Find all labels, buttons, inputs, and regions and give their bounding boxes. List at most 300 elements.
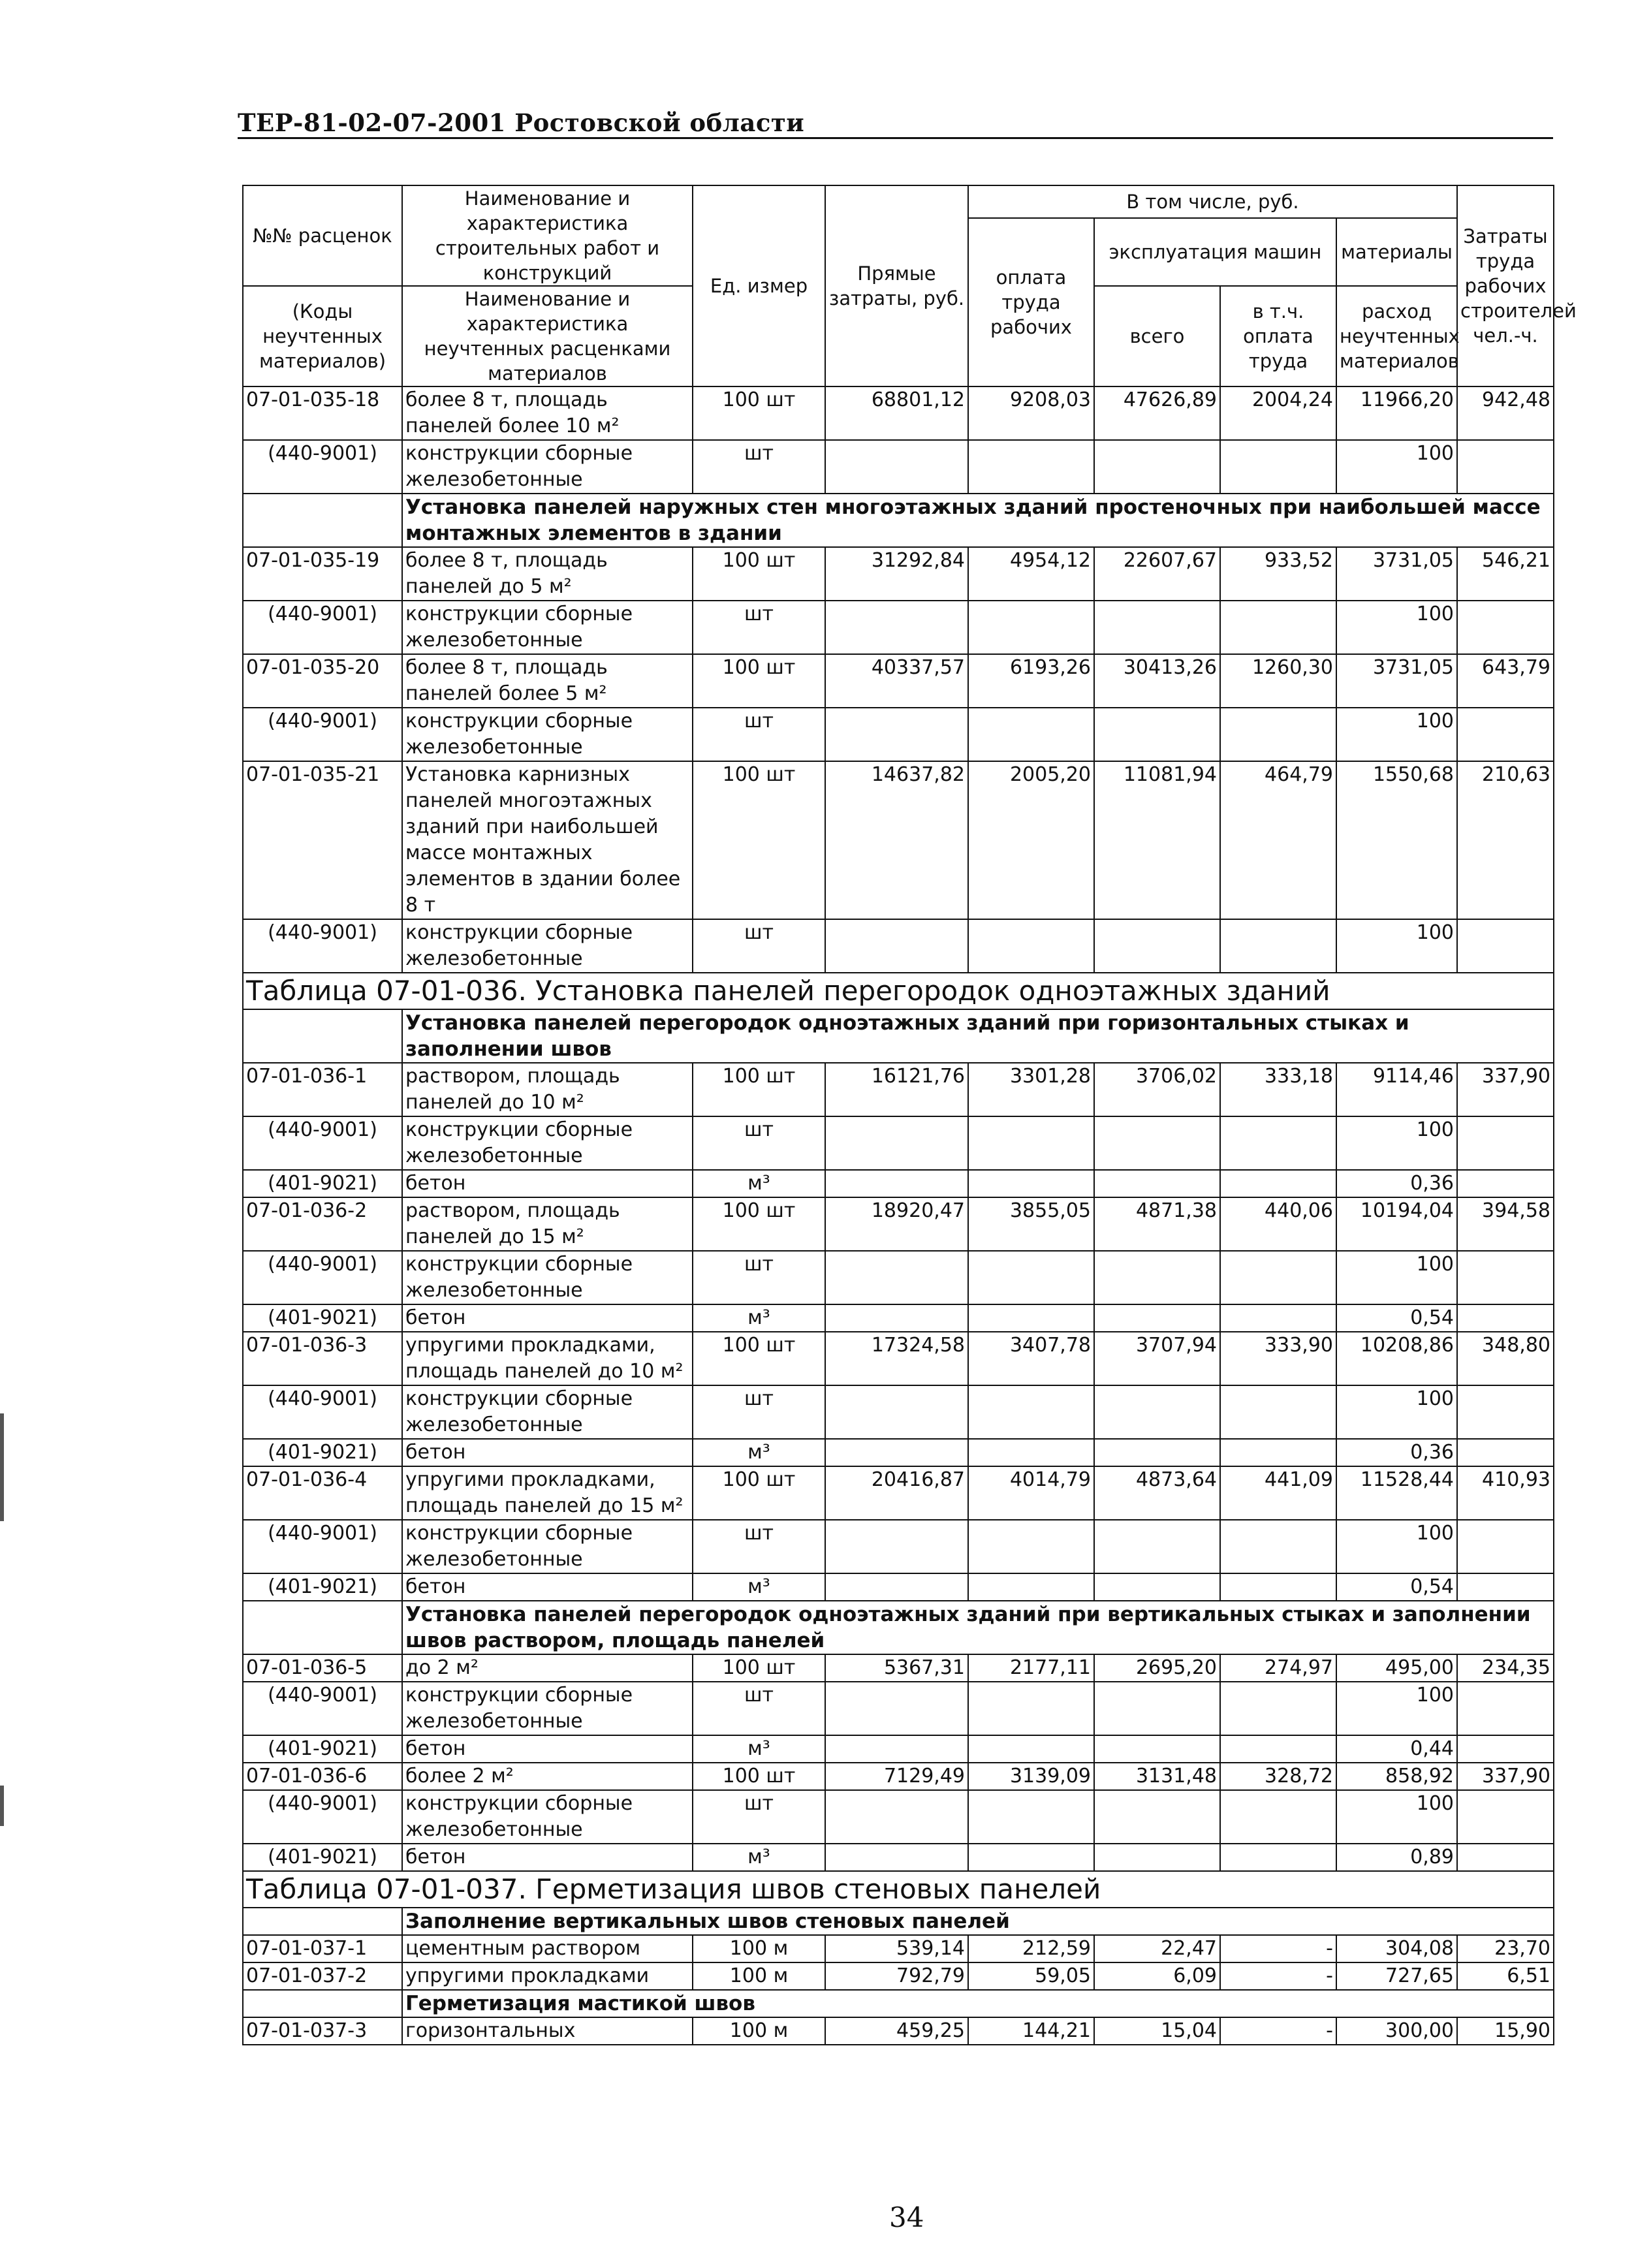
labor-pay: 2177,11 — [968, 1654, 1094, 1682]
labor-hours — [1457, 1682, 1554, 1735]
unit: м³ — [693, 1170, 825, 1197]
scan-mark — [0, 1786, 4, 1826]
section-heading: Герметизация мастикой швов — [402, 1990, 1554, 2017]
rate-row — [243, 654, 1554, 708]
machines-labor-pay — [1220, 1439, 1336, 1466]
labor-hours — [1457, 440, 1554, 494]
unit: 100 м — [693, 2017, 825, 2045]
direct-costs: 16121,76 — [825, 1063, 968, 1116]
unit: 100 шт — [693, 1063, 825, 1116]
machines-labor-pay — [1220, 1170, 1336, 1197]
work-name: конструкции сборные железобетонные — [402, 1385, 693, 1439]
work-name: до 2 м² — [402, 1654, 693, 1682]
materials-cost: 0,89 — [1336, 1844, 1457, 1871]
materials-cost: 858,92 — [1336, 1763, 1457, 1790]
direct-costs — [825, 1520, 968, 1573]
rate-code: (440-9001) — [243, 1682, 402, 1735]
col-header-labor-costs: Затраты труда рабочих строителей чел.-ч. — [1457, 185, 1554, 386]
machines-total: 3131,48 — [1094, 1763, 1220, 1790]
labor-hours — [1457, 1304, 1554, 1332]
unit: 100 м — [693, 1935, 825, 1962]
material-row — [243, 919, 1554, 973]
labor-hours — [1457, 1520, 1554, 1573]
header-rule — [238, 137, 1553, 139]
page-header: ТЕР-81-02-07-2001 Ростовской области — [238, 108, 805, 137]
section-code-cell — [243, 494, 402, 547]
work-name: Установка карнизных панелей многоэтажных зданий при наибольшей массе монтажных элементов в здании более 8 т — [402, 761, 693, 919]
section-code-cell — [243, 1601, 402, 1654]
work-name: конструкции сборные железобетонные — [402, 440, 693, 494]
section-code-cell — [243, 1990, 402, 2017]
materials-cost: 0,54 — [1336, 1304, 1457, 1332]
material-row — [243, 708, 1554, 761]
direct-costs — [825, 601, 968, 654]
labor-hours — [1457, 601, 1554, 654]
unit: шт — [693, 919, 825, 973]
material-row — [243, 1520, 1554, 1573]
labor-hours: 394,58 — [1457, 1197, 1554, 1251]
machines-labor-pay: 333,90 — [1220, 1332, 1336, 1385]
machines-labor-pay: 464,79 — [1220, 761, 1336, 919]
material-row — [243, 1251, 1554, 1304]
rate-row — [243, 1935, 1554, 1962]
machines-labor-pay — [1220, 1304, 1336, 1332]
col-header-direct-costs: Прямые затраты, руб. — [825, 185, 968, 386]
direct-costs — [825, 440, 968, 494]
machines-labor-pay: 274,97 — [1220, 1654, 1336, 1682]
labor-hours: 942,48 — [1457, 386, 1554, 440]
labor-hours — [1457, 1170, 1554, 1197]
materials-cost: 11528,44 — [1336, 1466, 1457, 1520]
section-heading: Установка панелей перегородок одноэтажных зданий при вертикальных стыках и заполнении швов раствором, площадь панелей — [402, 1601, 1554, 1654]
labor-pay — [968, 1170, 1094, 1197]
unit: м³ — [693, 1844, 825, 1871]
materials-cost: 100 — [1336, 919, 1457, 973]
material-row — [243, 1385, 1554, 1439]
labor-pay — [968, 440, 1094, 494]
rate-row — [243, 386, 1554, 440]
direct-costs: 20416,87 — [825, 1466, 968, 1520]
unit: шт — [693, 440, 825, 494]
col-header-machines: эксплуатация машин — [1094, 218, 1336, 286]
machines-total — [1094, 1385, 1220, 1439]
col-header-including: В том числе, руб. — [968, 185, 1457, 218]
material-row — [243, 1735, 1554, 1763]
machines-total — [1094, 1251, 1220, 1304]
machines-total: 15,04 — [1094, 2017, 1220, 2045]
machines-labor-pay — [1220, 708, 1336, 761]
scan-mark — [0, 1413, 4, 1521]
rate-row — [243, 1962, 1554, 1990]
rate-code: 07-01-036-1 — [243, 1063, 402, 1116]
machines-labor-pay — [1220, 1735, 1336, 1763]
materials-cost: 100 — [1336, 1790, 1457, 1844]
machines-labor-pay — [1220, 919, 1336, 973]
machines-total — [1094, 708, 1220, 761]
rate-code: 07-01-036-5 — [243, 1654, 402, 1682]
rate-code: 07-01-035-20 — [243, 654, 402, 708]
unit: шт — [693, 1251, 825, 1304]
work-name: бетон — [402, 1735, 693, 1763]
col-header-unit: Ед. измер — [693, 185, 825, 386]
work-name: бетон — [402, 1573, 693, 1601]
labor-pay — [968, 708, 1094, 761]
material-row — [243, 1439, 1554, 1466]
materials-cost: 100 — [1336, 440, 1457, 494]
rate-row — [243, 1654, 1554, 1682]
labor-hours: 6,51 — [1457, 1962, 1554, 1990]
col-header-name: Наименование и характеристика строительных работ и конструкций — [402, 185, 693, 286]
rate-row — [243, 1063, 1554, 1116]
materials-cost: 100 — [1336, 1251, 1457, 1304]
col-header-materials: материалы — [1336, 218, 1457, 286]
machines-labor-pay: - — [1220, 2017, 1336, 2045]
direct-costs: 459,25 — [825, 2017, 968, 2045]
direct-costs — [825, 1790, 968, 1844]
machines-total: 22607,67 — [1094, 547, 1220, 601]
labor-hours: 15,90 — [1457, 2017, 1554, 2045]
labor-hours — [1457, 1385, 1554, 1439]
rate-code: (401-9021) — [243, 1735, 402, 1763]
machines-labor-pay: 1260,30 — [1220, 654, 1336, 708]
direct-costs: 18920,47 — [825, 1197, 968, 1251]
work-name: конструкции сборные железобетонные — [402, 601, 693, 654]
rate-row — [243, 547, 1554, 601]
materials-cost: 100 — [1336, 1520, 1457, 1573]
unit: м³ — [693, 1439, 825, 1466]
rate-code: (440-9001) — [243, 708, 402, 761]
section-code-cell — [243, 1009, 402, 1063]
direct-costs — [825, 1573, 968, 1601]
materials-cost: 100 — [1336, 1116, 1457, 1170]
machines-labor-pay: - — [1220, 1935, 1336, 1962]
rate-row — [243, 1763, 1554, 1790]
work-name: бетон — [402, 1439, 693, 1466]
rate-code: 07-01-036-6 — [243, 1763, 402, 1790]
labor-pay — [968, 1790, 1094, 1844]
work-name: конструкции сборные железобетонные — [402, 1251, 693, 1304]
machines-labor-pay — [1220, 440, 1336, 494]
direct-costs: 539,14 — [825, 1935, 968, 1962]
labor-hours — [1457, 919, 1554, 973]
unit: 100 шт — [693, 1654, 825, 1682]
rate-code: 07-01-036-2 — [243, 1197, 402, 1251]
rate-code: 07-01-037-2 — [243, 1962, 402, 1990]
rate-code: (440-9001) — [243, 919, 402, 973]
machines-labor-pay — [1220, 1682, 1336, 1735]
col-header-machines-total: всего — [1094, 286, 1220, 386]
direct-costs: 5367,31 — [825, 1654, 968, 1682]
labor-pay: 6193,26 — [968, 654, 1094, 708]
labor-pay — [968, 1304, 1094, 1332]
rate-code: (440-9001) — [243, 1520, 402, 1573]
material-row — [243, 1790, 1554, 1844]
page-number: 34 — [889, 2201, 924, 2233]
work-name: более 8 т, площадь панелей более 5 м² — [402, 654, 693, 708]
machines-total — [1094, 1573, 1220, 1601]
work-name: конструкции сборные железобетонные — [402, 1520, 693, 1573]
materials-cost: 0,54 — [1336, 1573, 1457, 1601]
machines-total: 47626,89 — [1094, 386, 1220, 440]
rate-code: (401-9021) — [243, 1844, 402, 1871]
materials-cost: 100 — [1336, 708, 1457, 761]
labor-pay — [968, 1439, 1094, 1466]
labor-hours: 643,79 — [1457, 654, 1554, 708]
work-name: раствором, площадь панелей до 15 м² — [402, 1197, 693, 1251]
labor-pay — [968, 1735, 1094, 1763]
materials-cost: 100 — [1336, 1682, 1457, 1735]
rate-code: (440-9001) — [243, 1790, 402, 1844]
unit: шт — [693, 1790, 825, 1844]
labor-hours: 337,90 — [1457, 1763, 1554, 1790]
table-title-row — [243, 1871, 1554, 1908]
materials-cost: 1550,68 — [1336, 761, 1457, 919]
machines-total: 30413,26 — [1094, 654, 1220, 708]
machines-total: 2695,20 — [1094, 1654, 1220, 1682]
machines-labor-pay: - — [1220, 1962, 1336, 1990]
table-title: Таблица 07-01-036. Установка панелей перегородок одноэтажных зданий — [243, 973, 1554, 1009]
labor-pay: 4954,12 — [968, 547, 1094, 601]
table-title-row — [243, 973, 1554, 1009]
direct-costs — [825, 1116, 968, 1170]
materials-cost: 100 — [1336, 601, 1457, 654]
direct-costs — [825, 1682, 968, 1735]
direct-costs: 792,79 — [825, 1962, 968, 1990]
work-name: бетон — [402, 1304, 693, 1332]
section-heading: Заполнение вертикальных швов стеновых панелей — [402, 1908, 1554, 1935]
col-header-materials-sub: расход неучтенных материалов — [1336, 286, 1457, 386]
materials-cost: 10194,04 — [1336, 1197, 1457, 1251]
machines-total — [1094, 1439, 1220, 1466]
work-name: упругими прокладками, площадь панелей до 15 м² — [402, 1466, 693, 1520]
unit: шт — [693, 1682, 825, 1735]
rate-code: 07-01-037-1 — [243, 1935, 402, 1962]
labor-pay: 144,21 — [968, 2017, 1094, 2045]
rate-row — [243, 1197, 1554, 1251]
work-name: упругими прокладками — [402, 1962, 693, 1990]
rate-code: 07-01-037-3 — [243, 2017, 402, 2045]
machines-labor-pay — [1220, 1251, 1336, 1304]
direct-costs — [825, 1844, 968, 1871]
machines-total — [1094, 1304, 1220, 1332]
unit: 100 шт — [693, 654, 825, 708]
machines-total — [1094, 1116, 1220, 1170]
material-row — [243, 601, 1554, 654]
materials-cost: 300,00 — [1336, 2017, 1457, 2045]
rate-code: 07-01-036-4 — [243, 1466, 402, 1520]
work-name: раствором, площадь панелей до 10 м² — [402, 1063, 693, 1116]
labor-pay: 3139,09 — [968, 1763, 1094, 1790]
work-name: более 8 т, площадь панелей более 10 м² — [402, 386, 693, 440]
rate-code: (440-9001) — [243, 1251, 402, 1304]
work-name: конструкции сборные железобетонные — [402, 1790, 693, 1844]
work-name: конструкции сборные железобетонные — [402, 1116, 693, 1170]
rate-code: 07-01-035-19 — [243, 547, 402, 601]
labor-pay — [968, 919, 1094, 973]
material-row — [243, 1116, 1554, 1170]
rate-code: (401-9021) — [243, 1573, 402, 1601]
machines-total — [1094, 1790, 1220, 1844]
labor-pay — [968, 1251, 1094, 1304]
col-header-code-sub: (Коды неучтенных материалов) — [243, 286, 402, 386]
machines-total: 3707,94 — [1094, 1332, 1220, 1385]
labor-pay: 2005,20 — [968, 761, 1094, 919]
materials-cost: 10208,86 — [1336, 1332, 1457, 1385]
labor-pay — [968, 1116, 1094, 1170]
machines-total — [1094, 919, 1220, 973]
labor-hours — [1457, 1251, 1554, 1304]
work-name: бетон — [402, 1844, 693, 1871]
section-header-row — [243, 1009, 1554, 1063]
machines-total: 4873,64 — [1094, 1466, 1220, 1520]
rate-row — [243, 2017, 1554, 2045]
direct-costs: 7129,49 — [825, 1763, 968, 1790]
labor-hours: 546,21 — [1457, 547, 1554, 601]
work-name: конструкции сборные железобетонные — [402, 1682, 693, 1735]
material-row — [243, 1304, 1554, 1332]
rates-table — [242, 185, 1577, 2045]
direct-costs — [825, 1304, 968, 1332]
section-heading: Установка панелей перегородок одноэтажных зданий при горизонтальных стыках и заполнении швов — [402, 1009, 1554, 1063]
col-header-machines-labor: в т.ч. оплата труда — [1220, 286, 1336, 386]
unit: 100 шт — [693, 1197, 825, 1251]
section-code-cell — [243, 1908, 402, 1935]
section-header-row — [243, 1990, 1554, 2017]
rate-code: (401-9021) — [243, 1304, 402, 1332]
rate-code: (440-9001) — [243, 1116, 402, 1170]
labor-hours — [1457, 1439, 1554, 1466]
machines-total: 22,47 — [1094, 1935, 1220, 1962]
rate-code: (440-9001) — [243, 601, 402, 654]
unit: шт — [693, 1520, 825, 1573]
work-name: более 8 т, площадь панелей до 5 м² — [402, 547, 693, 601]
machines-labor-pay: 440,06 — [1220, 1197, 1336, 1251]
direct-costs — [825, 1251, 968, 1304]
unit: м³ — [693, 1573, 825, 1601]
rate-row — [243, 1466, 1554, 1520]
machines-labor-pay — [1220, 1790, 1336, 1844]
rate-code: (401-9021) — [243, 1439, 402, 1466]
labor-hours — [1457, 708, 1554, 761]
direct-costs — [825, 708, 968, 761]
unit: 100 шт — [693, 1763, 825, 1790]
machines-labor-pay — [1220, 1844, 1336, 1871]
machines-labor-pay: 2004,24 — [1220, 386, 1336, 440]
labor-pay — [968, 1682, 1094, 1735]
machines-labor-pay — [1220, 1520, 1336, 1573]
labor-hours — [1457, 1844, 1554, 1871]
labor-pay — [968, 1520, 1094, 1573]
materials-cost: 727,65 — [1336, 1962, 1457, 1990]
unit: шт — [693, 1385, 825, 1439]
work-name: более 2 м² — [402, 1763, 693, 1790]
direct-costs — [825, 1735, 968, 1763]
materials-cost: 0,44 — [1336, 1735, 1457, 1763]
work-name: упругими прокладками, площадь панелей до 10 м² — [402, 1332, 693, 1385]
labor-pay — [968, 1385, 1094, 1439]
machines-total — [1094, 1520, 1220, 1573]
labor-hours: 23,70 — [1457, 1935, 1554, 1962]
unit: 100 м — [693, 1962, 825, 1990]
material-row — [243, 1682, 1554, 1735]
labor-pay: 4014,79 — [968, 1466, 1094, 1520]
direct-costs — [825, 1439, 968, 1466]
unit: м³ — [693, 1304, 825, 1332]
rate-code: (401-9021) — [243, 1170, 402, 1197]
direct-costs: 17324,58 — [825, 1332, 968, 1385]
machines-labor-pay: 333,18 — [1220, 1063, 1336, 1116]
material-row — [243, 440, 1554, 494]
col-header-code: №№ расценок — [243, 185, 402, 286]
rate-code: (440-9001) — [243, 440, 402, 494]
col-header-labor-pay: оплата труда рабочих — [968, 218, 1094, 386]
unit: 100 шт — [693, 386, 825, 440]
materials-cost: 9114,46 — [1336, 1063, 1457, 1116]
material-row — [243, 1573, 1554, 1601]
labor-pay: 9208,03 — [968, 386, 1094, 440]
section-heading: Установка панелей наружных стен многоэтажных зданий простеночных при наибольшей массе монтажных элементов в здании — [402, 494, 1554, 547]
labor-pay: 3407,78 — [968, 1332, 1094, 1385]
work-name: горизонтальных — [402, 2017, 693, 2045]
rate-code: 07-01-035-21 — [243, 761, 402, 919]
labor-pay — [968, 1573, 1094, 1601]
rate-row — [243, 761, 1554, 919]
labor-pay: 3855,05 — [968, 1197, 1094, 1251]
machines-labor-pay: 441,09 — [1220, 1466, 1336, 1520]
unit: шт — [693, 708, 825, 761]
labor-pay: 212,59 — [968, 1935, 1094, 1962]
labor-pay: 59,05 — [968, 1962, 1094, 1990]
machines-total — [1094, 1844, 1220, 1871]
machines-total — [1094, 601, 1220, 654]
labor-hours: 337,90 — [1457, 1063, 1554, 1116]
rate-code: (440-9001) — [243, 1385, 402, 1439]
labor-hours: 348,80 — [1457, 1332, 1554, 1385]
materials-cost: 0,36 — [1336, 1439, 1457, 1466]
rate-row — [243, 1332, 1554, 1385]
labor-hours — [1457, 1573, 1554, 1601]
unit: 100 шт — [693, 547, 825, 601]
col-header-name-sub: Наименование и характеристика неучтенных расценками материалов — [402, 286, 693, 386]
materials-cost: 3731,05 — [1336, 654, 1457, 708]
labor-hours — [1457, 1790, 1554, 1844]
labor-hours: 234,35 — [1457, 1654, 1554, 1682]
unit: 100 шт — [693, 1332, 825, 1385]
materials-cost: 3731,05 — [1336, 547, 1457, 601]
machines-labor-pay — [1220, 601, 1336, 654]
machines-total — [1094, 1682, 1220, 1735]
machines-total: 11081,94 — [1094, 761, 1220, 919]
machines-labor-pay: 328,72 — [1220, 1763, 1336, 1790]
materials-cost: 11966,20 — [1336, 386, 1457, 440]
labor-hours: 410,93 — [1457, 1466, 1554, 1520]
materials-cost: 100 — [1336, 1385, 1457, 1439]
materials-cost: 0,36 — [1336, 1170, 1457, 1197]
machines-total — [1094, 1170, 1220, 1197]
section-header-row — [243, 1601, 1554, 1654]
machines-total — [1094, 440, 1220, 494]
labor-hours — [1457, 1735, 1554, 1763]
material-row — [243, 1844, 1554, 1871]
machines-labor-pay — [1220, 1573, 1336, 1601]
labor-pay — [968, 601, 1094, 654]
direct-costs — [825, 1170, 968, 1197]
rate-code: 07-01-036-3 — [243, 1332, 402, 1385]
section-header-row — [243, 494, 1554, 547]
table-title: Таблица 07-01-037. Герметизация швов стеновых панелей — [243, 1871, 1554, 1908]
unit: шт — [693, 601, 825, 654]
unit: 100 шт — [693, 761, 825, 919]
